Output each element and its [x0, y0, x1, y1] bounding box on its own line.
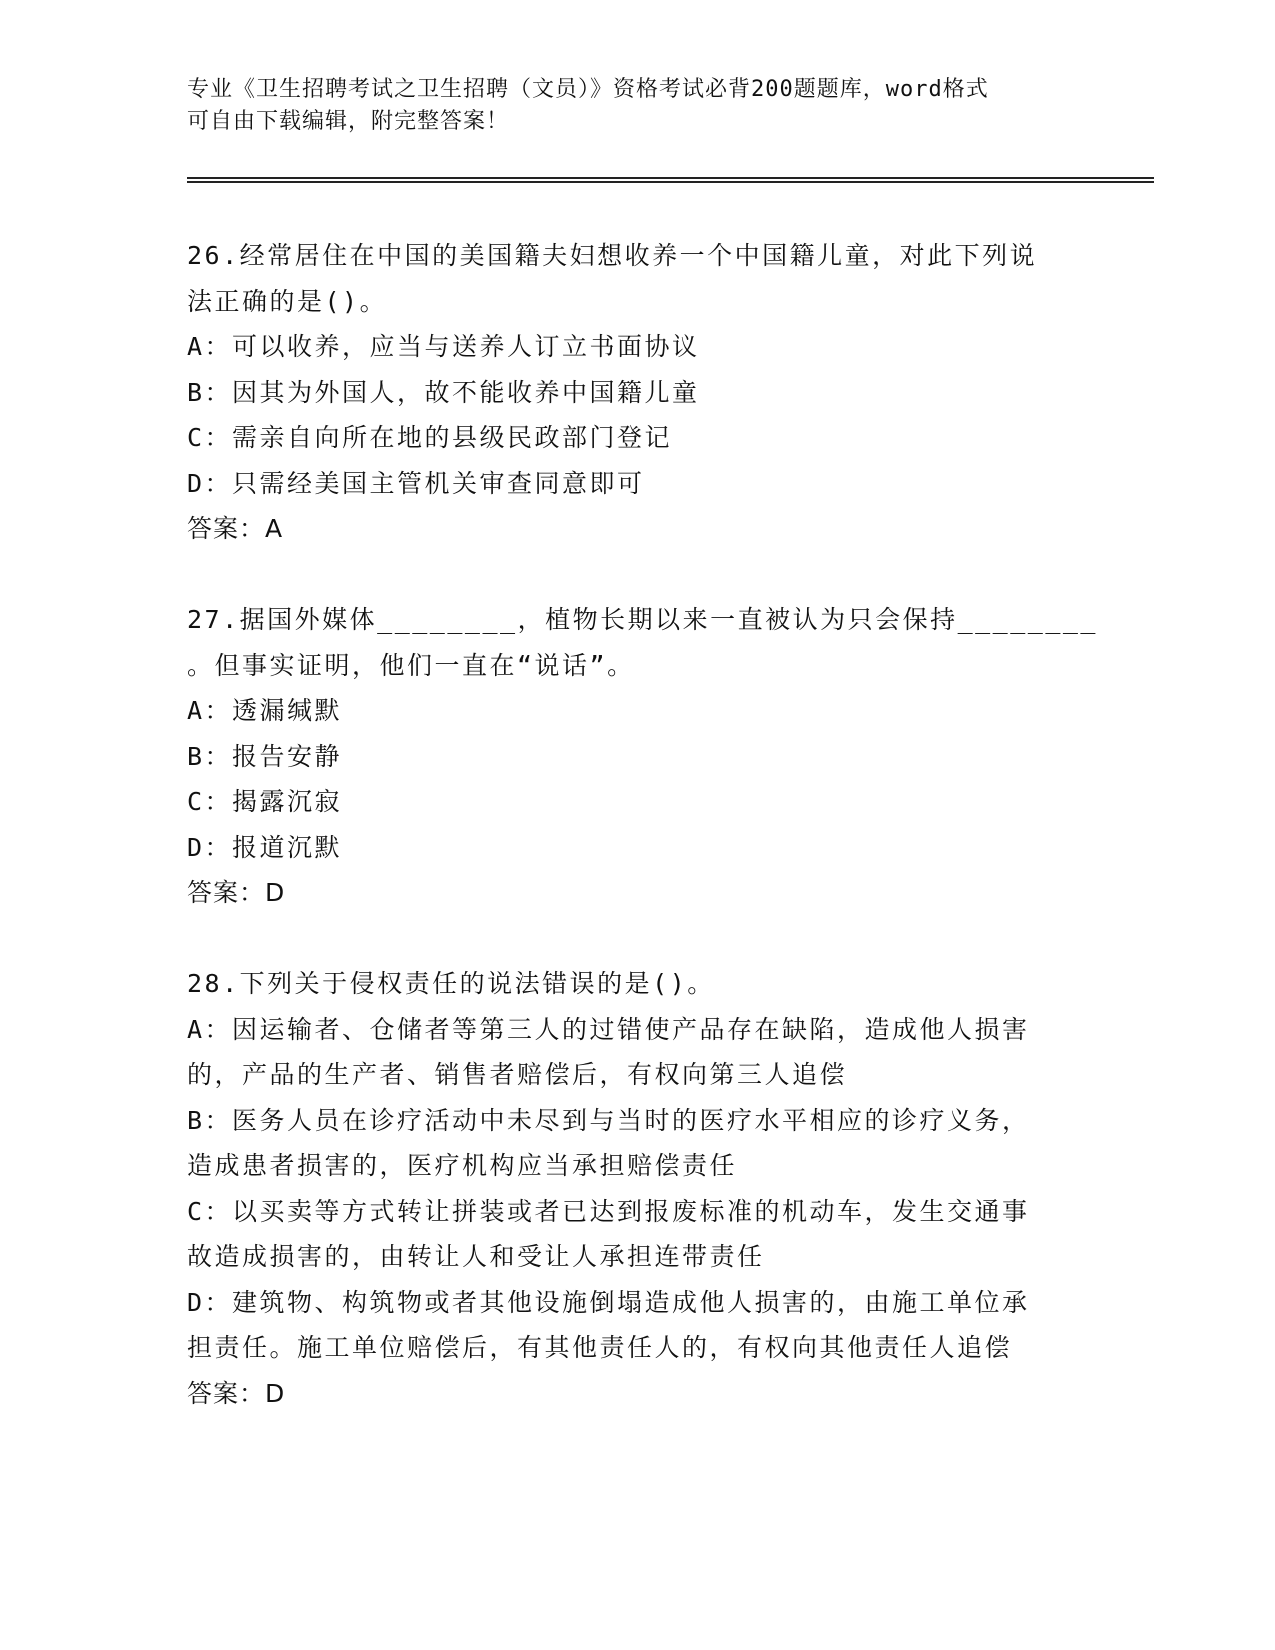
option-d: D：建筑物、构筑物或者其他设施倒塌造成他人损害的，由施工单位承 [187, 1287, 1030, 1317]
answer-label: 答案：D [187, 1378, 286, 1408]
option-a: A：可以收养，应当与送养人订立书面协议 [187, 332, 700, 361]
option-c: C：需亲自向所在地的县级民政部门登记 [187, 423, 673, 452]
option-b-continued: 造成患者损害的，医疗机构应当承担赔偿责任 [187, 1151, 738, 1180]
question-text: 27.据国外媒体________，植物长期以来一直被认为只会保持________ [187, 605, 1098, 634]
question-text: 26.经常居住在中国的美国籍夫妇想收养一个中国籍儿童，对此下列说 [187, 241, 1038, 270]
option-b: B：报告安静 [187, 741, 343, 771]
option-b: B：因其为外国人，故不能收养中国籍儿童 [187, 377, 700, 407]
question-text: 。但事实证明，他们一直在“说话”。 [187, 650, 635, 680]
answer-label: 答案：D [187, 878, 286, 907]
option-a: A：透漏缄默 [187, 696, 343, 725]
question-text: 法正确的是()。 [187, 286, 388, 316]
document-header [187, 74, 1077, 138]
option-a: A：因运输者、仓储者等第三人的过错使产品存在缺陷，造成他人损害 [187, 1014, 1030, 1044]
option-b: B：医务人员在诊疗活动中未尽到与当时的医疗水平相应的诊疗义务， [187, 1105, 1030, 1135]
option-d: D：只需经美国主管机关审查同意即可 [187, 468, 645, 498]
option-c-continued: 故造成损害的，由转让人和受让人承担连带责任 [187, 1242, 765, 1271]
option-a-continued: 的，产品的生产者、销售者赔偿后，有权向第三人追偿 [187, 1060, 848, 1089]
question-27 [187, 597, 1098, 916]
header-divider [187, 177, 1154, 183]
option-c: C：以买卖等方式转让拼装或者已达到报废标准的机动车，发生交通事 [187, 1196, 1030, 1226]
header-line: 可自由下载编辑，附完整答案！ [187, 109, 510, 134]
option-d: D：报道沉默 [187, 832, 343, 862]
question-26 [187, 233, 1077, 552]
question-text: 28.下列关于侵权责任的说法错误的是()。 [187, 969, 715, 998]
answer-label: 答案：A [187, 514, 284, 543]
option-d-continued: 担责任。施工单位赔偿后，有其他责任人的，有权向其他责任人追偿 [187, 1333, 1013, 1362]
question-28 [187, 961, 1077, 1416]
header-line: 专业《卫生招聘考试之卫生招聘（文员）》资格考试必背200题题库，word格式 [187, 77, 989, 102]
option-c: C：揭露沉寂 [187, 787, 343, 816]
